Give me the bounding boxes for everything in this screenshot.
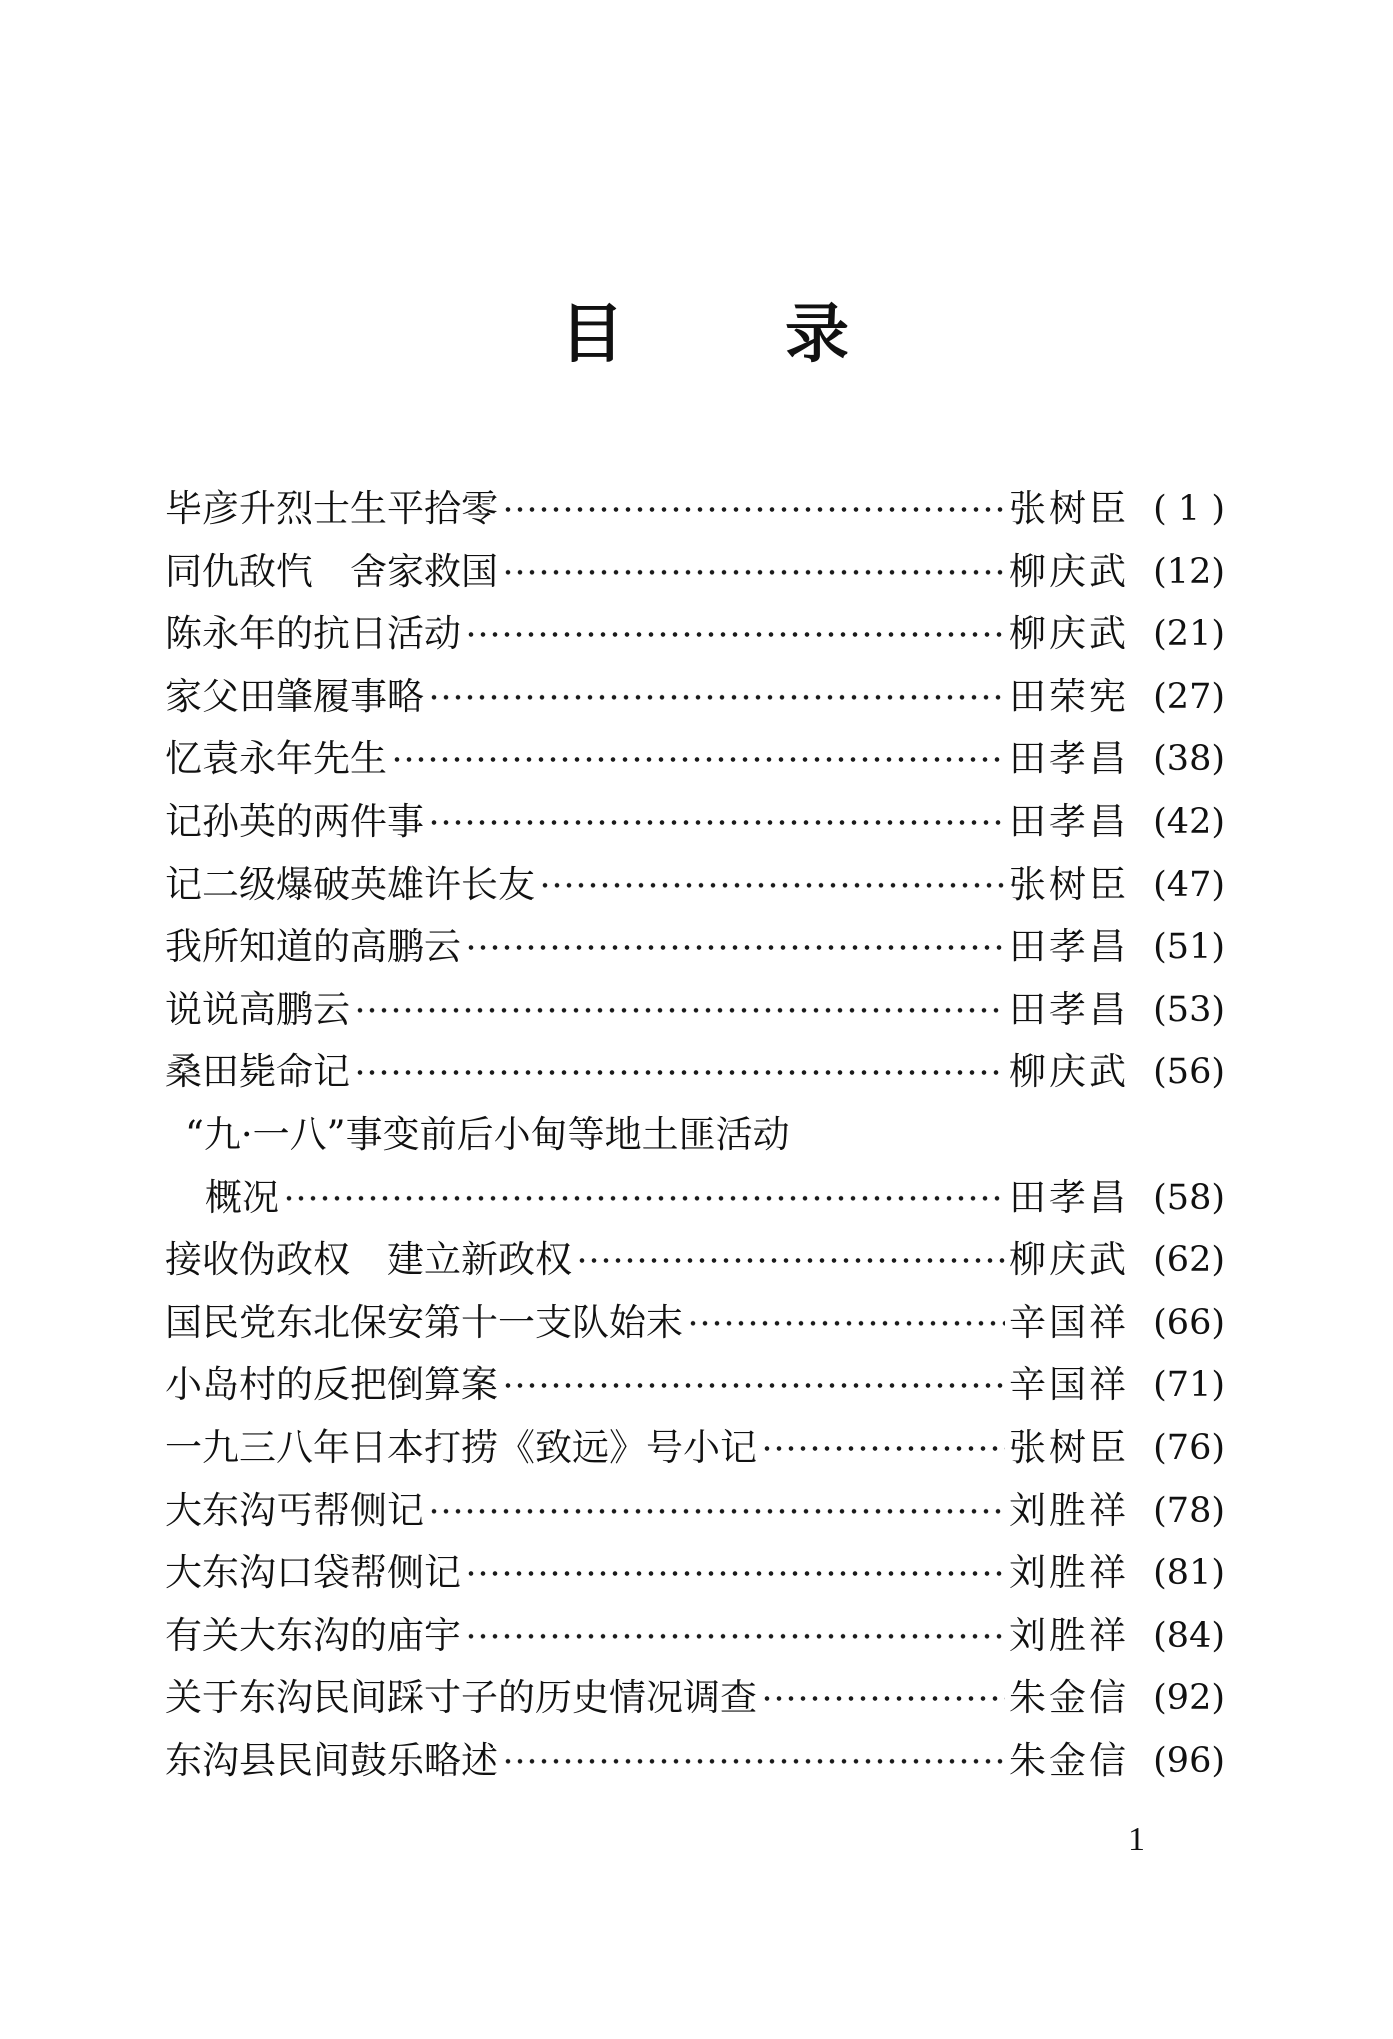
toc-entry-title: 小岛村的反把倒算案 — [165, 1363, 498, 1407]
toc-entry — [165, 791, 1225, 854]
toc-entry — [165, 728, 1225, 791]
toc-leader-dots — [354, 1041, 1005, 1104]
toc-entry-title: 我所知道的高鹏云 — [165, 925, 461, 969]
toc-entry-title: 有关大东沟的庙宇 — [165, 1613, 461, 1657]
toc-entry-page: (56) — [1153, 1052, 1225, 1093]
toc-leader-dots — [465, 1542, 1005, 1605]
toc-entry-author: 辛国祥 — [1009, 1300, 1129, 1344]
toc-entry-author: 辛国祥 — [1009, 1363, 1129, 1407]
toc-entry-page: (42) — [1153, 801, 1225, 842]
toc-leader-dots — [502, 1354, 1005, 1417]
toc-entry-author: 张树臣 — [1009, 862, 1129, 906]
toc-entry-author: 田孝昌 — [1009, 799, 1129, 843]
toc-leader-dots — [465, 1605, 1005, 1668]
toc-entry-title: 一九三八年日本打捞《致远》号小记 — [165, 1425, 757, 1469]
toc-entry-author: 朱金信 — [1009, 1738, 1129, 1782]
toc-entry-title: 东沟县民间鼓乐略述 — [165, 1738, 498, 1782]
toc-entry-author: 田孝昌 — [1009, 737, 1129, 781]
toc-leader-dots — [428, 1480, 1005, 1543]
toc-entry-author: 刘胜祥 — [1009, 1551, 1129, 1595]
toc-entry-title: 国民党东北保安第十一支队始末 — [165, 1300, 683, 1344]
toc-entry-author: 柳庆武 — [1009, 1050, 1129, 1094]
toc-entry-page: (27) — [1153, 676, 1225, 717]
toc-entry-title: 大东沟口袋帮侧记 — [165, 1551, 461, 1595]
toc-entry-page: (92) — [1153, 1678, 1225, 1719]
toc-entry-page: (51) — [1153, 927, 1225, 968]
toc-entry-page: (62) — [1153, 1240, 1225, 1281]
toc-leader-dots — [283, 1167, 1005, 1230]
toc-entry-author: 刘胜祥 — [1009, 1488, 1129, 1532]
toc-entry-title: 接收伪政权 建立新政权 — [165, 1238, 572, 1282]
toc-entry-multiline-continuation — [165, 1167, 1225, 1230]
toc-entry-title: 大东沟丐帮侧记 — [165, 1488, 424, 1532]
toc-entry-page: (38) — [1153, 739, 1225, 780]
toc-entry — [165, 1480, 1225, 1543]
toc-entry-title: 同仇敌忾 舍家救国 — [165, 549, 498, 593]
toc-entry-page: (76) — [1153, 1427, 1225, 1468]
toc-entry-page: ( 1 ) — [1153, 489, 1225, 529]
toc-entry — [165, 1292, 1225, 1355]
toc-entry — [165, 1229, 1225, 1292]
toc-entry-page: (21) — [1153, 614, 1225, 655]
toc-leader-dots — [428, 666, 1005, 729]
toc-entry-page: (53) — [1153, 989, 1225, 1030]
toc-entry — [165, 478, 1225, 541]
toc-entry-author: 田荣宪 — [1009, 674, 1129, 718]
toc-entry — [165, 854, 1225, 917]
toc-entry — [165, 1354, 1225, 1417]
page-title — [560, 290, 860, 380]
toc-entry — [165, 1417, 1225, 1480]
page-title-char-2: 录 — [785, 297, 849, 372]
toc-entry-title: 忆袁永年先生 — [165, 737, 387, 781]
table-of-contents — [165, 478, 1225, 1792]
toc-entry — [165, 1667, 1225, 1730]
toc-entry-author: 柳庆武 — [1009, 1238, 1129, 1282]
toc-entry-author: 朱金信 — [1009, 1676, 1129, 1720]
toc-entry-title: 关于东沟民间踩寸子的历史情况调查 — [165, 1676, 757, 1720]
toc-entry-page: (66) — [1153, 1302, 1225, 1343]
toc-entry-author: 柳庆武 — [1009, 549, 1129, 593]
toc-entry — [165, 541, 1225, 604]
toc-entry-title: 陈永年的抗日活动 — [165, 612, 461, 656]
toc-entry-title: 概况 — [205, 1175, 279, 1219]
page-number: 1 — [1128, 1821, 1145, 1858]
toc-leader-dots — [576, 1229, 1005, 1292]
toc-entry-author: 张树臣 — [1009, 487, 1129, 530]
toc-leader-dots — [539, 854, 1005, 917]
toc-entry-page: (12) — [1153, 551, 1225, 592]
toc-leader-dots — [761, 1417, 1005, 1480]
toc-entry-title: 桑田毙命记 — [165, 1050, 350, 1094]
toc-entry-page: (84) — [1153, 1615, 1225, 1656]
toc-entry — [165, 603, 1225, 666]
toc-entry-page: (78) — [1153, 1490, 1225, 1531]
toc-entry-title: 说说高鹏云 — [165, 987, 350, 1031]
toc-entry-title: 记二级爆破英雄许长友 — [165, 862, 535, 906]
toc-entry-page: (58) — [1153, 1177, 1225, 1218]
toc-entry — [165, 1605, 1225, 1668]
toc-leader-dots — [465, 916, 1005, 979]
toc-entry-page: (47) — [1153, 864, 1225, 905]
toc-leader-dots — [687, 1292, 1005, 1355]
toc-leader-dots — [502, 541, 1005, 604]
toc-entry — [165, 979, 1225, 1042]
toc-entry-author: 柳庆武 — [1009, 612, 1129, 656]
toc-entry-author: 田孝昌 — [1009, 925, 1129, 969]
toc-entry-title: 毕彦升烈士生平拾零 — [165, 487, 498, 530]
toc-entry-page: (71) — [1153, 1365, 1225, 1406]
toc-leader-dots — [761, 1667, 1005, 1730]
toc-leader-dots — [502, 478, 1005, 541]
toc-entry-title: 家父田肇履事略 — [165, 674, 424, 718]
toc-entry-page: (81) — [1153, 1553, 1225, 1594]
toc-entry-title: 记孙英的两件事 — [165, 799, 424, 843]
toc-entry-page: (96) — [1153, 1740, 1225, 1781]
toc-entry — [165, 916, 1225, 979]
toc-leader-dots — [428, 791, 1005, 854]
toc-entry — [165, 1041, 1225, 1104]
toc-leader-dots — [391, 728, 1005, 791]
toc-entry — [165, 1542, 1225, 1605]
toc-entry-multiline-first — [165, 1104, 1225, 1167]
toc-entry-author: 田孝昌 — [1009, 987, 1129, 1031]
toc-entry-author: 刘胜祥 — [1009, 1613, 1129, 1657]
toc-entry-author: 张树臣 — [1009, 1425, 1129, 1469]
toc-entry — [165, 666, 1225, 729]
toc-leader-dots — [502, 1730, 1005, 1793]
toc-entry — [165, 1730, 1225, 1793]
toc-entry-author: 田孝昌 — [1009, 1175, 1129, 1219]
page-title-char-1: 目 — [560, 297, 624, 372]
toc-entry-title: “九·一八”事变前后小甸等地土匪活动 — [185, 1112, 790, 1156]
toc-leader-dots — [354, 979, 1005, 1042]
toc-leader-dots — [465, 603, 1005, 666]
